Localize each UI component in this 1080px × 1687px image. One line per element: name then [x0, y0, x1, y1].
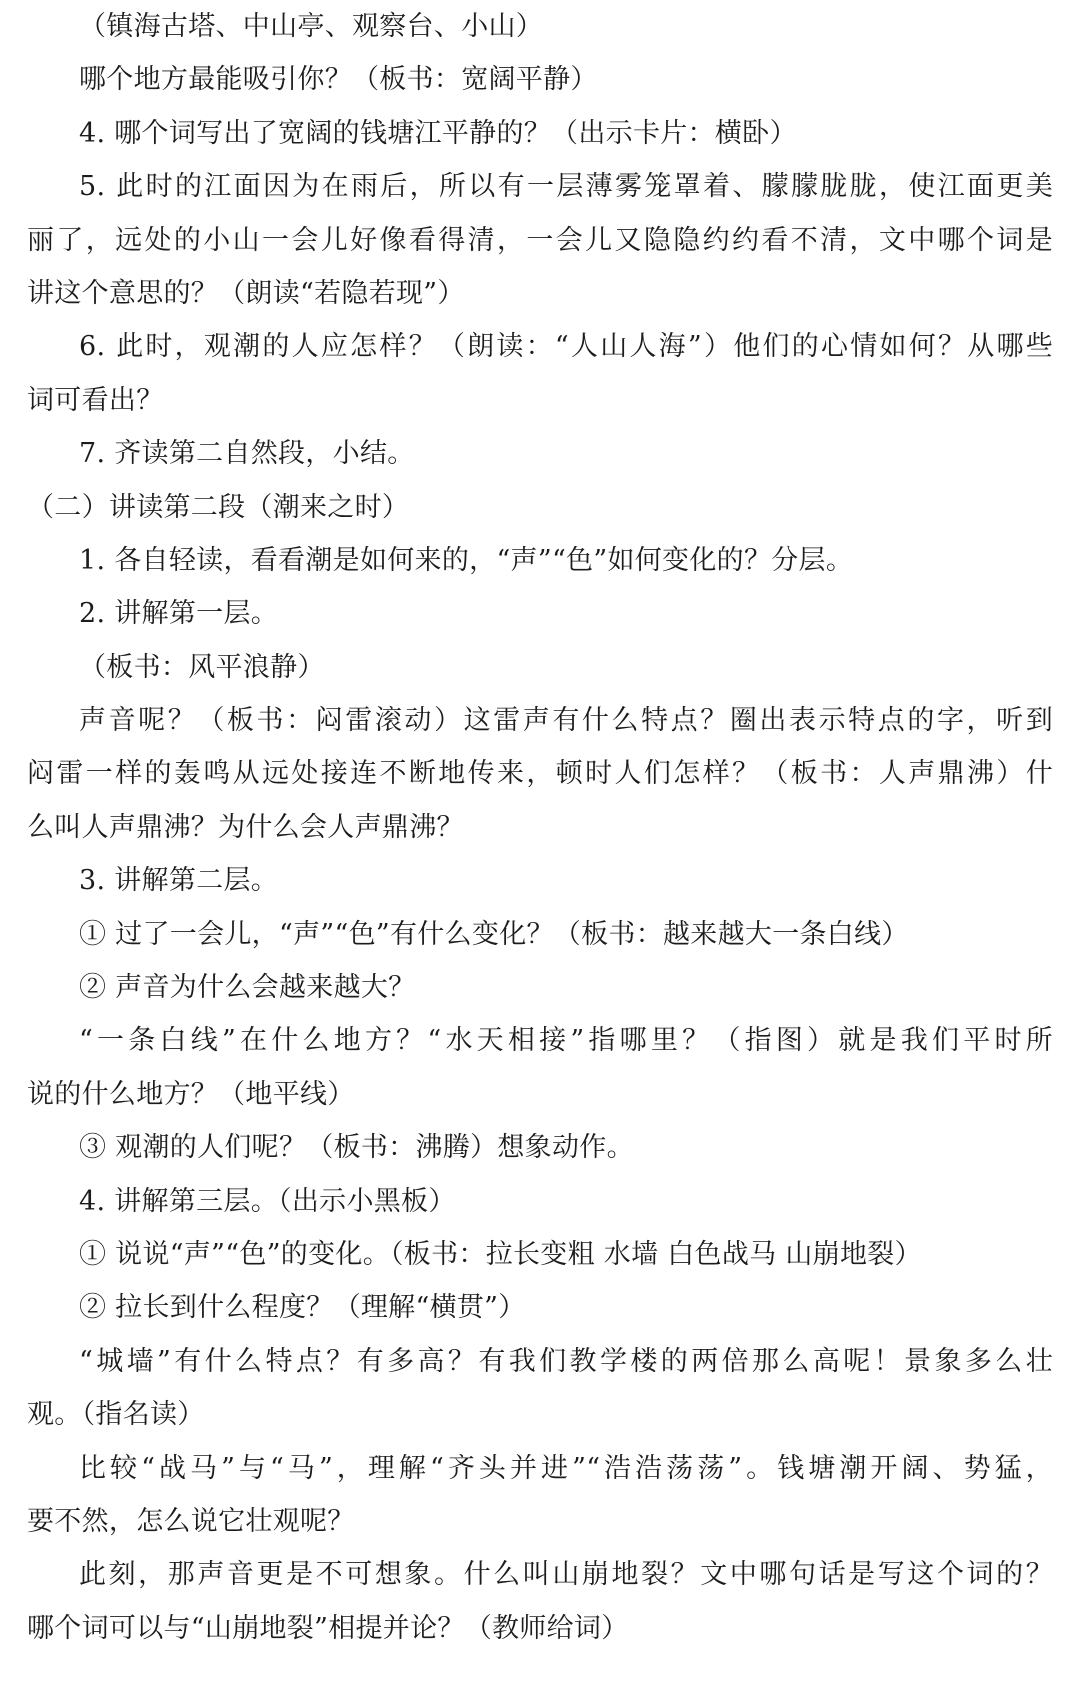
text-line: “城墙”有什么特点？有多高？有我们教学楼的两倍那么高呢！景象多么壮: [79, 1345, 1053, 1377]
text-line: 5. 此时的江面因为在雨后，所以有一层薄雾笼罩着、朦朦胧胧，使江面更美: [79, 171, 1053, 203]
text-line: 2. 讲解第一层。: [79, 598, 279, 630]
text-line: 7. 齐读第二自然段，小结。: [79, 438, 415, 470]
text-line: 词可看出？: [27, 384, 164, 416]
text-line: 4. 讲解第三层。（出示小黑板）: [79, 1185, 456, 1217]
text-line: 6. 此时，观潮的人应怎样？（朗读：“人山人海”）他们的心情如何？从哪些: [79, 331, 1053, 363]
text-line: ① 说说“声”“色”的变化。（板书：拉长变粗 水墙 白色战马 山崩地裂）: [79, 1238, 922, 1270]
document-page: [27, 0, 1053, 1655]
text-line: 丽了，远处的小山一会儿好像看得清，一会儿又隐隐约约看不清，文中哪个词是: [27, 224, 1053, 256]
text-line: ③ 观潮的人们呢？（板书：沸腾）想象动作。: [79, 1132, 634, 1164]
text-line: 声音呢？（板书：闷雷滚动）这雷声有什么特点？圈出表示特点的字，听到: [79, 705, 1053, 737]
text-line: 1. 各自轻读，看看潮是如何来的，“声”“色”如何变化的？分层。: [79, 544, 854, 576]
text-line: 说的什么地方？（地平线）: [27, 1078, 355, 1110]
text-line: ① 过了一会儿，“声”“色”有什么变化？（板书：越来越大一条白线）: [79, 918, 909, 950]
text-line: 比较“战马”与“马”，理解“齐头并进”“浩浩荡荡”。钱塘潮开阔、势猛，: [79, 1452, 1053, 1484]
section-heading: （二）讲读第二段（潮来之时）: [27, 491, 410, 523]
text-line: （镇海古塔、中山亭、观察台、小山）: [79, 11, 544, 42]
text-line: （板书：风平浪静）: [79, 651, 325, 683]
text-line: ② 拉长到什么程度？（理解“横贯”）: [79, 1292, 526, 1324]
text-line: ② 声音为什么会越来越大？: [79, 972, 416, 1004]
text-line: 讲这个意思的？（朗读“若隐若现”）: [27, 277, 465, 309]
text-line: 哪个地方最能吸引你？（板书：宽阔平静）: [79, 64, 598, 96]
text-line: 么叫人声鼎沸？为什么会人声鼎沸？: [27, 811, 464, 843]
text-line: “一条白线”在什么地方？“水天相接”指哪里？（指图）就是我们平时所: [79, 1025, 1053, 1057]
text-line: 闷雷一样的轰鸣从远处接连不断地传来，顿时人们怎样？（板书：人声鼎沸）什: [27, 758, 1053, 790]
text-line: 3. 讲解第二层。: [79, 865, 279, 897]
text-line: 观。（指名读）: [27, 1399, 205, 1431]
text-line: 此刻，那声音更是不可想象。什么叫山崩地裂？文中哪句话是写这个词的？: [79, 1559, 1053, 1591]
text-line: 4. 哪个词写出了宽阔的钱塘江平静的？（出示卡片：横卧）: [79, 117, 797, 149]
text-line: 要不然，怎么说它壮观呢？: [27, 1505, 355, 1537]
text-line: 哪个词可以与“山崩地裂”相提并论？（教师给词）: [27, 1612, 629, 1644]
